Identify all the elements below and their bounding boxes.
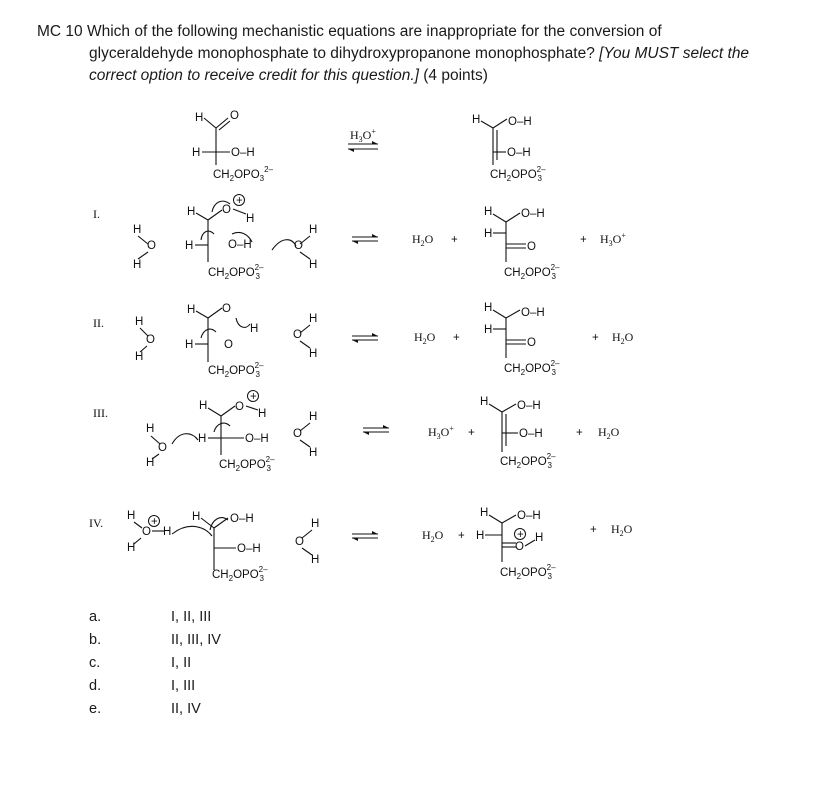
svg-text:+: + [592, 332, 599, 344]
step-I-right-extra: $H_3O^+$ [600, 231, 626, 248]
svg-text:O–H: O–H [237, 543, 261, 555]
option-a-letter[interactable]: a. [89, 609, 102, 625]
svg-text:H: H [135, 316, 144, 328]
svg-text:O: O [295, 536, 304, 548]
svg-text:H: H [309, 259, 318, 271]
svg-text:O–H: O–H [245, 433, 269, 445]
svg-text:O: O [230, 110, 239, 122]
svg-text:+: + [453, 332, 460, 344]
svg-text:H: H [199, 400, 208, 412]
option-d-text[interactable]: I, III [171, 678, 196, 694]
svg-text:O–H: O–H [521, 208, 545, 220]
svg-text:O: O [293, 329, 302, 341]
svg-text:H: H [146, 457, 155, 469]
svg-text:O: O [146, 334, 155, 346]
svg-text:H: H [135, 351, 144, 363]
svg-text:H: H [127, 510, 136, 522]
svg-text:O–H: O–H [231, 147, 255, 159]
svg-text:CH2OPO2–3: $CH_2OPO^{2-}$ 3 [500, 563, 556, 581]
svg-text:O: O [222, 204, 231, 216]
svg-text:O: O [224, 339, 233, 351]
step-IV-right-extra: $H_2O$ [611, 522, 633, 538]
svg-text:H: H [192, 147, 201, 159]
svg-text:H: H [480, 507, 489, 519]
svg-text:H: H [187, 304, 196, 316]
step-I [93, 195, 626, 282]
svg-text:H: H [476, 530, 485, 542]
step-III-left-species: $H_3O^+$ [428, 424, 454, 441]
svg-text:O–H: O–H [521, 307, 545, 319]
step-I-left-species: $H_2O$ [412, 232, 434, 248]
svg-text:CH2OPO2–3: $CH_2OPO^{2-}$ 3 [219, 455, 275, 473]
step-III-right-extra: $H_2O$ [598, 425, 620, 441]
svg-text:H: H [146, 423, 155, 435]
option-b-letter[interactable]: b. [89, 632, 102, 648]
svg-text:II.: II. [93, 316, 104, 330]
svg-text:H: H [133, 224, 142, 236]
svg-text:+: + [458, 530, 465, 542]
svg-text:CH2OPO2–3: $CH_2OPO^{2-}$ 3 [504, 263, 560, 281]
option-a-text[interactable]: I, II, III [171, 609, 212, 625]
svg-text:O: O [158, 442, 167, 454]
step-IV [89, 507, 633, 583]
svg-text:O: O [293, 428, 302, 440]
svg-text:H: H [258, 408, 267, 420]
step-II-right-extra: $H_2O$ [612, 330, 634, 346]
svg-text:H: H [187, 206, 196, 218]
question-instruction-2: correct option to receive credit for this question.] [89, 67, 419, 84]
svg-text:H: H [484, 302, 493, 314]
overall-reaction [192, 110, 546, 183]
svg-text:H: H [484, 324, 493, 336]
svg-text:H: H [192, 511, 201, 523]
svg-text:+: + [250, 391, 257, 403]
svg-text:H: H [472, 114, 481, 126]
svg-text:+: + [151, 516, 158, 528]
svg-text:H: H [309, 348, 318, 360]
svg-text:H: H [484, 206, 493, 218]
svg-text:H: H [133, 259, 142, 271]
svg-text:H: H [309, 447, 318, 459]
step-II-left-species: $H_2O$ [414, 330, 436, 346]
svg-text:O–H: O–H [519, 428, 543, 440]
question-text-2: glyceraldehyde monophosphate to dihydroxypropanone monophosphate? [89, 45, 600, 62]
question-points: (4 points) [418, 67, 488, 84]
svg-text:H: H [311, 518, 320, 530]
svg-text:H: H [309, 313, 318, 325]
svg-text:H: H [246, 213, 255, 225]
svg-text:H: H [484, 228, 493, 240]
svg-text:H: H [480, 396, 489, 408]
svg-text:IV.: IV. [89, 516, 104, 530]
svg-text:O: O [527, 241, 536, 253]
question-number: MC 10 [37, 23, 83, 40]
svg-text:CH2OPO2–3: $CH_2OPO^{2-}$ 3 [212, 565, 268, 583]
step-II [93, 302, 634, 379]
svg-text:+: + [580, 234, 587, 246]
svg-text:H: H [195, 112, 204, 124]
svg-text:I.: I. [93, 207, 100, 221]
svg-text:O–H: O–H [507, 147, 531, 159]
svg-text:O–H: O–H [508, 116, 532, 128]
svg-text:H: H [198, 433, 207, 445]
svg-text:H: H [309, 224, 318, 236]
svg-text:H: H [163, 526, 172, 538]
svg-text:O–H: O–H [230, 513, 254, 525]
option-c-letter[interactable]: c. [89, 655, 101, 671]
svg-text:H: H [535, 532, 544, 544]
svg-text:H: H [185, 240, 194, 252]
svg-text:H: H [185, 339, 194, 351]
question-instruction-1: [You MUST select the [599, 45, 750, 62]
svg-text:+: + [517, 529, 524, 541]
svg-text:O–H: O–H [517, 510, 541, 522]
svg-text:O: O [294, 240, 303, 252]
svg-text:H: H [127, 542, 136, 554]
svg-text:+: + [451, 234, 458, 246]
svg-text:H: H [250, 323, 259, 335]
option-e-letter[interactable]: e. [89, 701, 102, 717]
svg-text:O: O [515, 541, 524, 553]
svg-text:+: + [236, 195, 243, 207]
option-e-text[interactable]: II, IV [171, 701, 201, 717]
svg-text:+: + [468, 427, 475, 439]
svg-text:O: O [235, 401, 244, 413]
option-d-letter[interactable]: d. [89, 678, 102, 694]
svg-text:O: O [222, 303, 231, 315]
svg-text:+: + [576, 427, 583, 439]
svg-text:O: O [147, 240, 156, 252]
svg-text:H: H [311, 554, 320, 566]
svg-text:O: O [527, 337, 536, 349]
svg-text:H: H [309, 411, 318, 423]
overall-product-group: $CH_2OPO^{2-}$ 3 [490, 165, 546, 183]
svg-text:CH2OPO2–3: $CH_2OPO^{2-}$ 3 [208, 361, 264, 379]
option-b-text[interactable]: II, III, IV [171, 632, 221, 648]
svg-text:O–H: O–H [228, 239, 252, 251]
svg-text:III.: III. [93, 406, 108, 420]
svg-text:CH2OPO2–3: $CH_2OPO^{2-}$ 3 [504, 359, 560, 377]
question-text-1: Which of the following mechanistic equations are inappropriate for the conversion of [86, 23, 662, 40]
step-IV-left-species: $H_2O$ [422, 528, 444, 544]
svg-text:+: + [590, 524, 597, 536]
svg-text:CH2OPO2–3: $CH_2OPO^{2-}$ 3 [208, 263, 264, 281]
step-III [93, 391, 620, 474]
overall-reagent: $H_3O^+$ [350, 127, 376, 144]
option-c-text[interactable]: I, II [171, 655, 192, 671]
svg-text:CH2OPO2–3: $CH_2OPO^{2-}$ 3 [500, 452, 556, 470]
svg-text:O: O [142, 526, 151, 538]
svg-text:O–H: O–H [517, 400, 541, 412]
overall-reactant-group: $CH_2OPO_3^{2-}$ [213, 165, 273, 183]
